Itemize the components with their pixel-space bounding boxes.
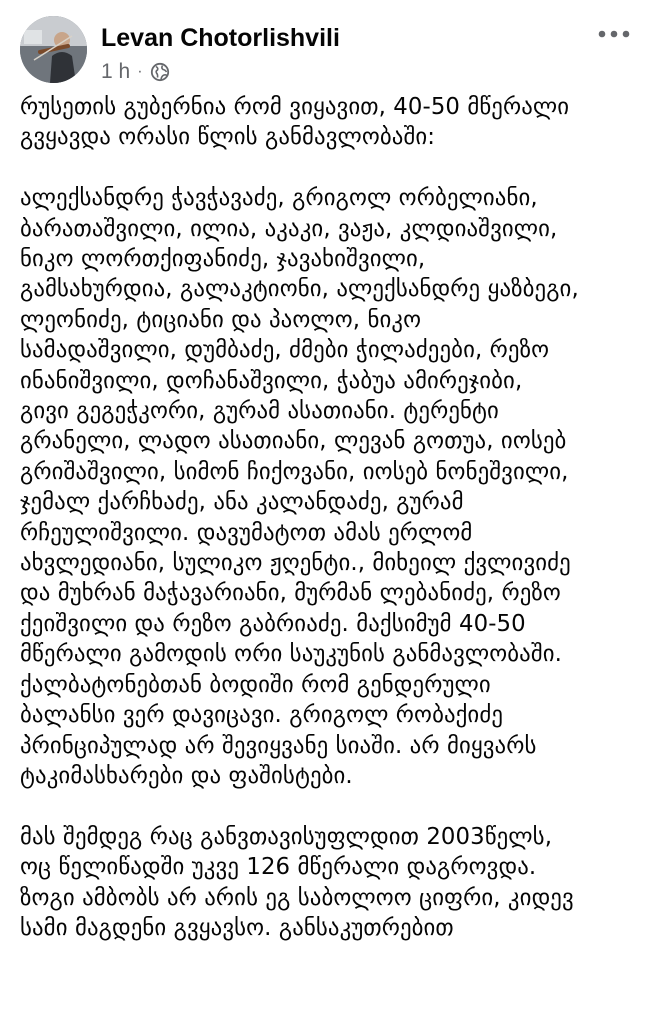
more-options-button[interactable]: [596, 22, 632, 46]
post-text-line: ლეონიძე, ტიციანი და პაოლო, ნიკო: [20, 306, 422, 333]
post-text-line: რუსეთის გუბერნია რომ ვიყავით, 40-50 მწერალი: [20, 94, 570, 120]
avatar[interactable]: [20, 16, 87, 83]
post-text-line: ოც წელიწადში უკვე 126 მწერალი დაგროვდა.: [20, 854, 537, 881]
post-header: [0, 0, 652, 100]
post-time[interactable]: 1 h: [101, 60, 131, 83]
post-text-line: და მუხრან მაჭავარიანი, მურმან ლებანიძე, რეზო: [20, 580, 561, 607]
globe-icon[interactable]: [150, 62, 170, 82]
meta-separator: ·: [137, 63, 143, 80]
post-text-line: ახვლედიანი, სულიკო ჟღენტი., მიხეილ ქვლივიძე: [20, 550, 571, 577]
post-text-line: ქალბატონებთან ბოდიში რომ გენდერული: [20, 671, 491, 698]
post-text-line: მწერალი გამოდის ორი საუკუნის განმავლობაში.: [20, 641, 563, 668]
post-text-line: ქეიშვილი და რეზო გაბრიაძე. მაქსიმუმ 40-50: [20, 610, 526, 637]
paragraph-gap: [20, 791, 636, 821]
post-text-line: ბარათაშვილი, ილია, აკაკი, ვაჟა, კლდიაშვილი,: [20, 215, 558, 242]
post-text-line: მას შემდეგ რაც განვთავისუფლდით 2003წელს,: [20, 823, 553, 850]
author-name[interactable]: Levan Chotorlishvili: [101, 24, 340, 52]
post-text-line: ბალანსი ვერ დავიცავი. გრიგოლ რობაქიძე: [20, 702, 504, 729]
post-text-line: გვყავდა ორასი წლის განმავლობაში:: [20, 124, 436, 151]
post-text-line: გივი გეგეჭკორი, გურამ ასათიანი. ტერენტი: [20, 398, 499, 425]
post-meta: [101, 58, 170, 86]
post-text-line: გრანელი, ლადო ასათიანი, ლევან გოთუა, იოსებ: [20, 428, 567, 455]
post-text-line: სამადაშვილი, დუმბაძე, ძმები ჭილაძეები, რეზო: [20, 337, 550, 364]
post-text-line: პრინციპულად არ შევიყვანე სიაში. არ მიყვარს: [20, 732, 537, 759]
post-text-line: სამი მაგდენი გვყავსო. განსაკუთრებით: [20, 914, 454, 941]
more-horizontal-icon: [598, 29, 630, 39]
post-text-line: ინანიშვილი, დოჩანაშვილი, ჭაბუა ამირეჯიბი,: [20, 367, 523, 394]
post-text-line: ჯემალ ქარჩხაძე, ანა კალანდაძე, გურამ: [20, 489, 464, 516]
violinist-avatar: [20, 16, 87, 83]
post-text: [20, 92, 636, 943]
post-text-line: ტაკიმასხარები და ფაშისტები.: [20, 762, 353, 789]
post-text-line: ზოგი ამბობს არ არის ეგ საბოლოო ციფრი, კიდევ: [20, 884, 574, 911]
post-text-line: ალექსანდრე ჭავჭავაძე, გრიგოლ ორბელიანი,: [20, 185, 538, 212]
post-text-line: გრიშაშვილი, სიმონ ჩიქოვანი, იოსებ ნონეშვილი,: [20, 458, 569, 485]
paragraph-gap: [20, 153, 636, 183]
post-text-line: რჩეულიშვილი. დავუმატოთ ამას ერლომ: [20, 519, 473, 546]
post-text-line: ნიკო ლორთქიფანიძე, ჯავახიშვილი,: [20, 246, 426, 273]
post-text-line: გამსახურდია, გალაკტიონი, ალექსანდრე ყაზბეგი,: [20, 276, 579, 303]
